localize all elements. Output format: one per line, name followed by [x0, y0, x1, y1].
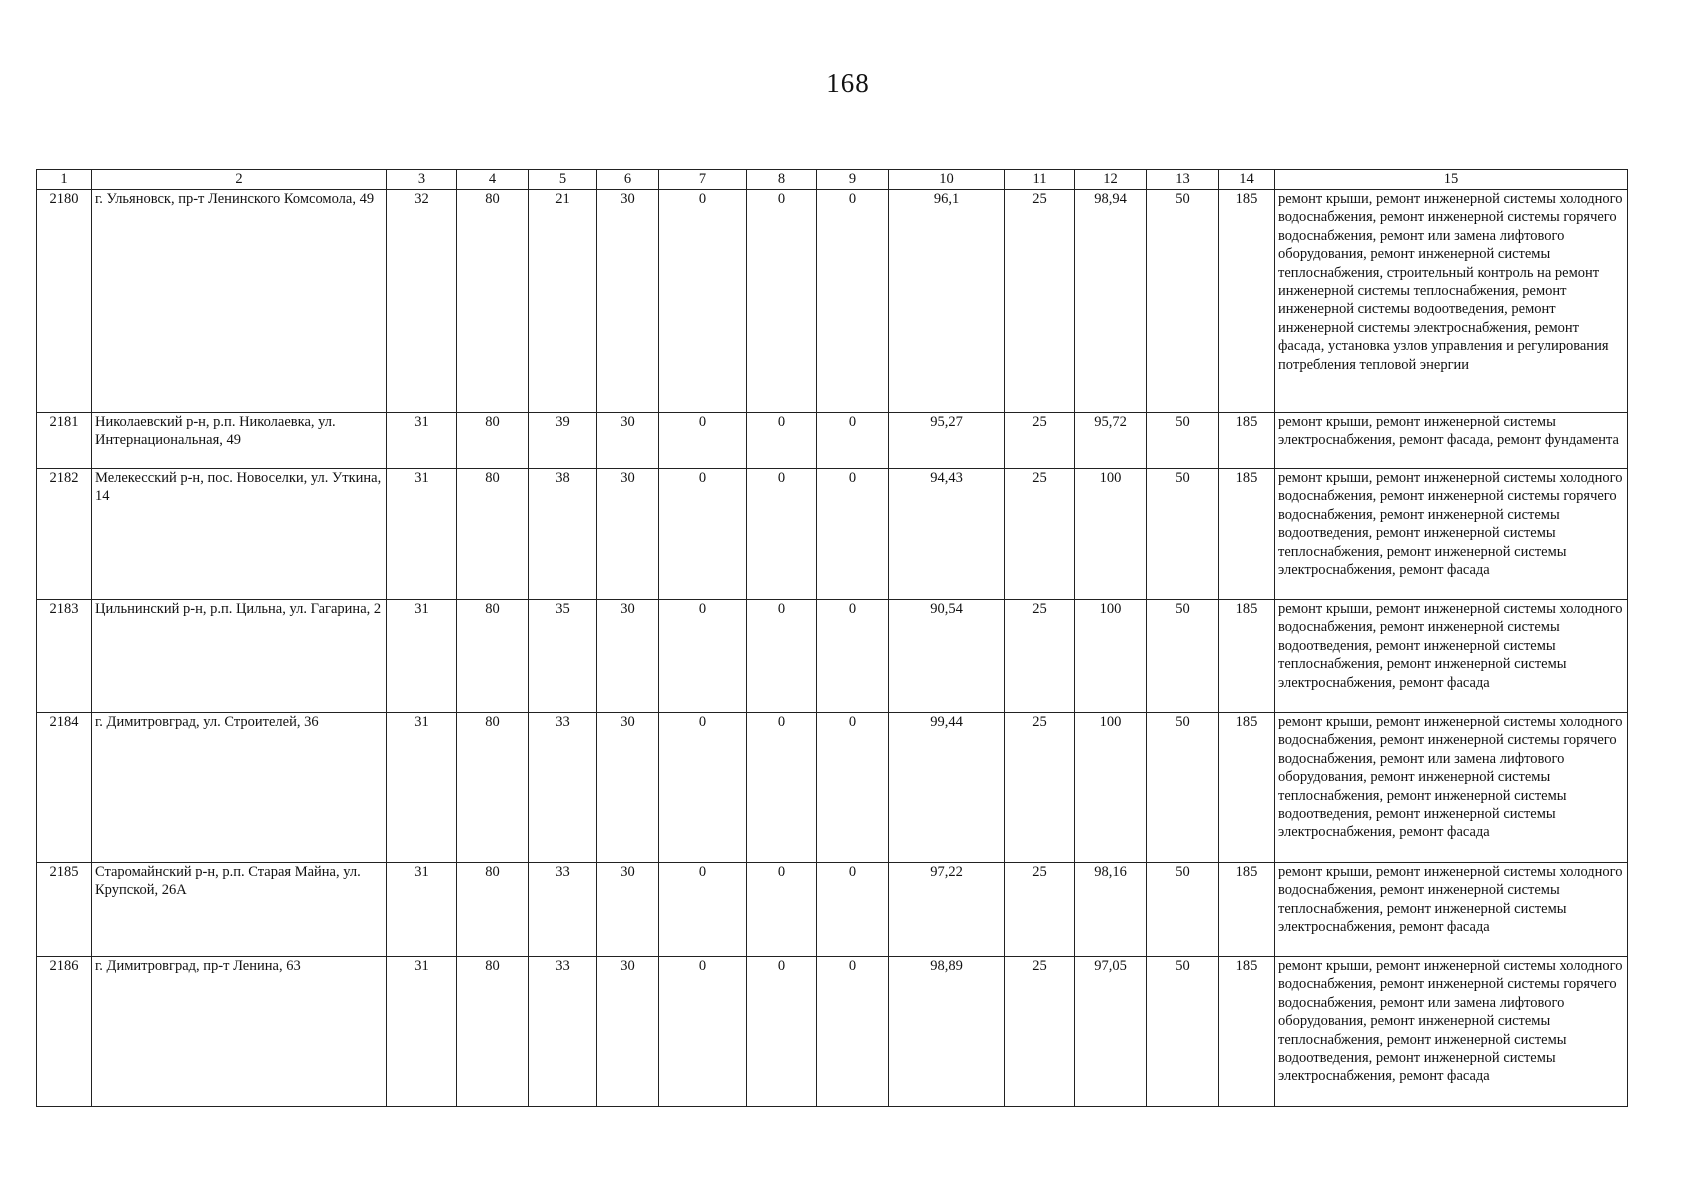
table-cell: 0: [659, 600, 747, 713]
row-number: 2184: [37, 713, 92, 863]
table-cell: 0: [747, 190, 817, 413]
table-cell: 0: [747, 469, 817, 600]
column-header: 14: [1219, 170, 1275, 190]
table-cell: 50: [1147, 863, 1219, 957]
column-header: 9: [817, 170, 889, 190]
table-cell: 185: [1219, 957, 1275, 1107]
table-cell: 100: [1075, 713, 1147, 863]
table-row: [37, 713, 1628, 863]
table-cell: 35: [529, 600, 597, 713]
table-cell: 80: [457, 863, 529, 957]
table-cell: 80: [457, 600, 529, 713]
table-cell: 0: [817, 713, 889, 863]
table-cell: 25: [1005, 190, 1075, 413]
table-cell: 33: [529, 957, 597, 1107]
table-cell: 97,22: [889, 863, 1005, 957]
house-address: Старомайнский р-н, р.п. Старая Майна, ул. Крупской, 26А: [92, 863, 387, 957]
table-cell: 31: [387, 713, 457, 863]
table-cell: 98,94: [1075, 190, 1147, 413]
table-cell: 50: [1147, 957, 1219, 1107]
table-cell: 80: [457, 469, 529, 600]
table-cell: 0: [659, 469, 747, 600]
repair-works: ремонт крыши, ремонт инженерной системы электроснабжения, ремонт фасада, ремонт фундамента: [1275, 413, 1628, 469]
house-address: г. Димитровград, пр-т Ленина, 63: [92, 957, 387, 1107]
repair-works: ремонт крыши, ремонт инженерной системы холодного водоснабжения, ремонт инженерной системы горячего водоснабжения, ремонт или замена лифтового оборудования, ремонт инженерной системы теплоснабжения, ремонт инженерной системы водоотведения, ремонт инженерной системы электроснабжения, ремонт фасада: [1275, 957, 1628, 1107]
repair-works: ремонт крыши, ремонт инженерной системы холодного водоснабжения, ремонт инженерной системы теплоснабжения, ремонт инженерной системы электроснабжения, ремонт фасада: [1275, 863, 1628, 957]
table-cell: 25: [1005, 863, 1075, 957]
repair-program-table: [36, 169, 1628, 1107]
table-cell: 100: [1075, 469, 1147, 600]
house-address: Цильнинский р-н, р.п. Цильна, ул. Гагарина, 2: [92, 600, 387, 713]
column-header: 10: [889, 170, 1005, 190]
table-cell: 80: [457, 190, 529, 413]
header-row: [37, 170, 1628, 190]
table-cell: 0: [817, 863, 889, 957]
table-cell: 30: [597, 863, 659, 957]
table-cell: 39: [529, 413, 597, 469]
table-cell: 0: [817, 413, 889, 469]
table-cell: 0: [747, 413, 817, 469]
table-cell: 0: [747, 957, 817, 1107]
column-header: 8: [747, 170, 817, 190]
house-address: Мелекесский р-н, пос. Новоселки, ул. Уткина, 14: [92, 469, 387, 600]
table-cell: 50: [1147, 469, 1219, 600]
row-number: 2181: [37, 413, 92, 469]
table-cell: 185: [1219, 413, 1275, 469]
table-cell: 80: [457, 957, 529, 1107]
table-cell: 25: [1005, 713, 1075, 863]
table-cell: 0: [817, 957, 889, 1107]
table-cell: 33: [529, 713, 597, 863]
table-cell: 0: [817, 600, 889, 713]
row-number: 2182: [37, 469, 92, 600]
table-cell: 95,27: [889, 413, 1005, 469]
repair-works: ремонт крыши, ремонт инженерной системы холодного водоснабжения, ремонт инженерной системы горячего водоснабжения, ремонт инженерной системы водоотведения, ремонт инженерной системы теплоснабжения, ремонт инженерной системы электроснабжения, ремонт фасада: [1275, 469, 1628, 600]
table-cell: 98,16: [1075, 863, 1147, 957]
table-cell: 95,72: [1075, 413, 1147, 469]
column-header: 3: [387, 170, 457, 190]
table-cell: 31: [387, 863, 457, 957]
table-row: [37, 957, 1628, 1107]
row-number: 2183: [37, 600, 92, 713]
column-header: 11: [1005, 170, 1075, 190]
row-number: 2186: [37, 957, 92, 1107]
house-address: г. Ульяновск, пр-т Ленинского Комсомола, 49: [92, 190, 387, 413]
table-row: [37, 413, 1628, 469]
table-cell: 0: [659, 957, 747, 1107]
table-cell: 94,43: [889, 469, 1005, 600]
table-cell: 0: [747, 713, 817, 863]
table-cell: 100: [1075, 600, 1147, 713]
column-header: 7: [659, 170, 747, 190]
table-cell: 0: [747, 863, 817, 957]
table-cell: 97,05: [1075, 957, 1147, 1107]
table-cell: 50: [1147, 713, 1219, 863]
table-cell: 0: [659, 190, 747, 413]
table-cell: 90,54: [889, 600, 1005, 713]
table-cell: 80: [457, 713, 529, 863]
table-cell: 33: [529, 863, 597, 957]
table-cell: 25: [1005, 469, 1075, 600]
table-cell: 25: [1005, 413, 1075, 469]
table-cell: 99,44: [889, 713, 1005, 863]
table-cell: 0: [817, 469, 889, 600]
table-cell: 31: [387, 600, 457, 713]
table-cell: 31: [387, 413, 457, 469]
column-header: 5: [529, 170, 597, 190]
column-header: 6: [597, 170, 659, 190]
table-cell: 30: [597, 190, 659, 413]
page-number: 168: [826, 68, 870, 98]
table-cell: 30: [597, 600, 659, 713]
table-cell: 30: [597, 469, 659, 600]
table-cell: 0: [659, 413, 747, 469]
table-cell: 30: [597, 713, 659, 863]
house-address: г. Димитровград, ул. Строителей, 36: [92, 713, 387, 863]
table-cell: 50: [1147, 600, 1219, 713]
table-row: [37, 600, 1628, 713]
table-cell: 96,1: [889, 190, 1005, 413]
table-row: [37, 190, 1628, 413]
table-cell: 185: [1219, 713, 1275, 863]
table-cell: 50: [1147, 190, 1219, 413]
table-cell: 38: [529, 469, 597, 600]
table-cell: 80: [457, 413, 529, 469]
row-number: 2180: [37, 190, 92, 413]
table-cell: 25: [1005, 957, 1075, 1107]
table-cell: 21: [529, 190, 597, 413]
table-row: [37, 863, 1628, 957]
repair-works: ремонт крыши, ремонт инженерной системы холодного водоснабжения, ремонт инженерной системы горячего водоснабжения, ремонт или замена лифтового оборудования, ремонт инженерной системы теплоснабжения, строительный контроль на ремонт инженерной системы теплоснабжения, ремонт инженерной системы водоотведения, ремонт инженерной системы электроснабжения, ремонт фасада, установка узлов управления и регулирования потребления тепловой энергии: [1275, 190, 1628, 413]
table-cell: 185: [1219, 469, 1275, 600]
table-cell: 0: [659, 863, 747, 957]
table-cell: 0: [659, 713, 747, 863]
table-cell: 185: [1219, 190, 1275, 413]
column-header: 15: [1275, 170, 1628, 190]
table-cell: 30: [597, 413, 659, 469]
table-cell: 50: [1147, 413, 1219, 469]
table-row: [37, 469, 1628, 600]
repair-works: ремонт крыши, ремонт инженерной системы холодного водоснабжения, ремонт инженерной системы горячего водоснабжения, ремонт или замена лифтового оборудования, ремонт инженерной системы теплоснабжения, ремонт инженерной системы водоотведения, ремонт инженерной системы электроснабжения, ремонт фасада: [1275, 713, 1628, 863]
table-cell: 31: [387, 957, 457, 1107]
column-header: 12: [1075, 170, 1147, 190]
column-header: 4: [457, 170, 529, 190]
table-cell: 32: [387, 190, 457, 413]
table-cell: 185: [1219, 863, 1275, 957]
row-number: 2185: [37, 863, 92, 957]
table-cell: 185: [1219, 600, 1275, 713]
table-cell: 30: [597, 957, 659, 1107]
repair-works: ремонт крыши, ремонт инженерной системы холодного водоснабжения, ремонт инженерной системы водоотведения, ремонт инженерной системы теплоснабжения, ремонт инженерной системы электроснабжения, ремонт фасада: [1275, 600, 1628, 713]
column-header: 13: [1147, 170, 1219, 190]
table-cell: 25: [1005, 600, 1075, 713]
table-cell: 31: [387, 469, 457, 600]
table-cell: 98,89: [889, 957, 1005, 1107]
table-cell: 0: [747, 600, 817, 713]
column-header: 1: [37, 170, 92, 190]
table-cell: 0: [817, 190, 889, 413]
house-address: Николаевский р-н, р.п. Николаевка, ул. Интернациональная, 49: [92, 413, 387, 469]
column-header: 2: [92, 170, 387, 190]
